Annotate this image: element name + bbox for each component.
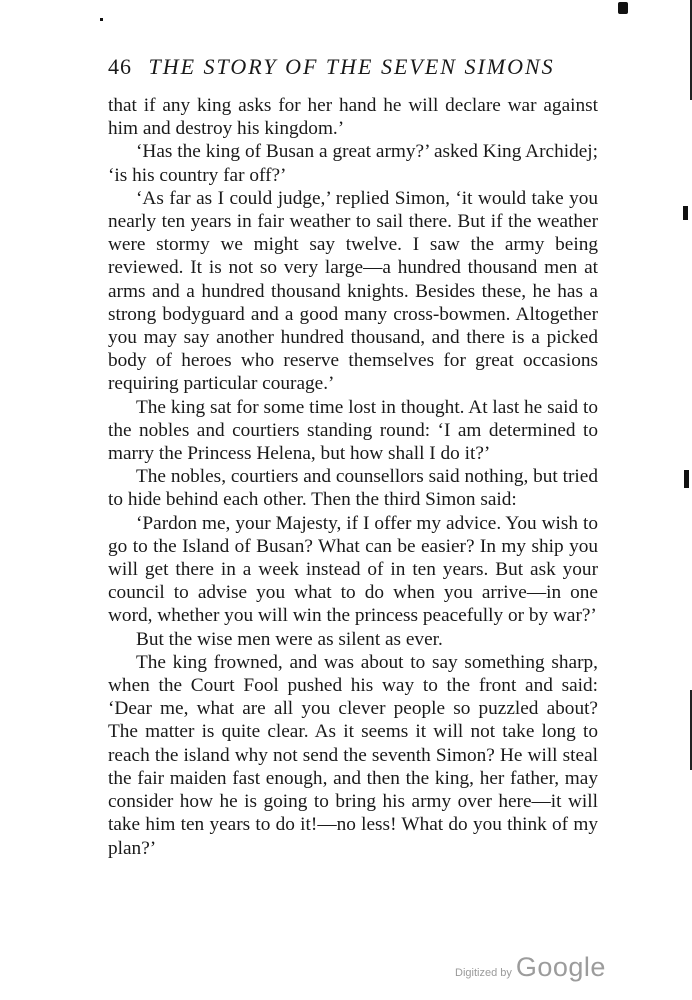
paragraph-7: But the wise men were as silent as ever. <box>136 628 443 650</box>
running-header <box>108 54 608 80</box>
running-title: THE STORY OF THE SEVEN SIMONS <box>148 54 555 79</box>
page-body <box>108 94 598 860</box>
paragraph-6: ‘Pardon me, your Majesty, if I offer my advice. You wish to go to the Island of Busan? What can be easier? In my ship you will get there in a week instead of in ten years. But ask your council to advise you what to do when you arrive—in one word, whether you will win the princess peacefully or by war?’ <box>108 512 598 627</box>
scan-mark-top <box>618 2 628 14</box>
paragraph-1: that if any king asks for her hand he will declare war against him and destroy his kingdom.’ <box>108 95 598 140</box>
digitized-by-text: Digitized by <box>455 967 512 979</box>
paragraph-5: The nobles, courtiers and counsellors said nothing, but tried to hide behind each other. Then the third Simon said: <box>108 466 598 511</box>
paragraph-8: The king frowned, and was about to say something sharp, when the Court Fool pushed his way to the front and said: ‘Dear me, what are all you clever people so puzzled about? The matter is quite clear. As it seems it will not take long to reach the island why not send the seventh Simon? He will steal the fair maiden fast enough, and then the king, her father, may consider how he is going to bring his army over here—it will take him ten years to do it!—no less! What do you think of my plan?’ <box>108 651 598 859</box>
paragraph-4: The king sat for some time lost in thought. At last he said to the nobles and courtiers standing round: ‘I am determined to marry the Princess Helena, but how shall I do it?’ <box>108 396 598 465</box>
paragraph-3: ‘As far as I could judge,’ replied Simon, ‘it would take you nearly ten years in fair weather to sail there. But if the weather were stormy we might say twelve. I saw the army being reviewed. It is not so very large—a hundred thousand men at arms and a hundred thousand knights. Besides these, he has a strong bodyguard and a good many cross-bowmen. Altogether you may say another hundred thousand, and there is a picked body of heroes who reserve themselves for great occasions requiring particular courage.’ <box>108 187 598 395</box>
google-logo-text: Google <box>515 952 606 982</box>
page-number: 46 <box>108 54 132 79</box>
paragraph-2: ‘Has the king of Busan a great army?’ asked King Archidej; ‘is his country far off?’ <box>108 141 598 186</box>
scan-mark-edge-1 <box>683 206 688 220</box>
scan-mark-edge-2 <box>684 470 689 488</box>
scan-mark-dot <box>100 18 103 21</box>
digitized-watermark <box>455 952 606 983</box>
